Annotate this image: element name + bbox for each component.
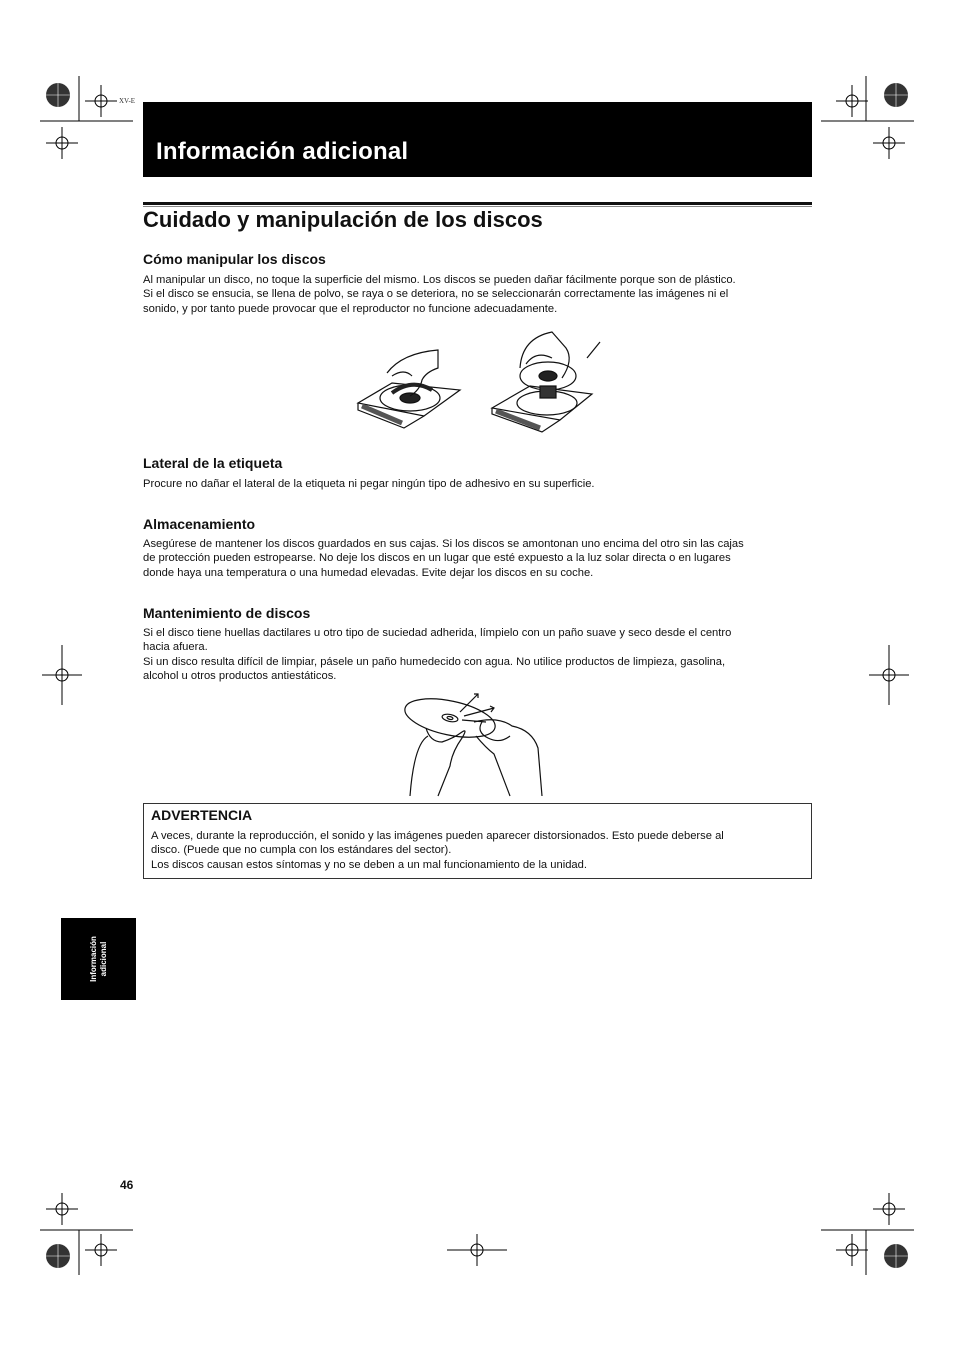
text-line: alcohol u otros productos antiestáticos. xyxy=(143,670,337,683)
text-line: donde haya una temperatura o una humedad elevadas. Evite dejar los discos en su coche. xyxy=(143,566,594,579)
document-code: XV-E xyxy=(119,97,136,105)
text-line: sonido, y por tanto puede provocar que el reproductor no funcione adecuadamente. xyxy=(143,302,558,315)
text-line: de protección pueden estropearse. No deje los discos en un lugar que esté expuesto a la luz solar directa o en lugares xyxy=(143,552,731,565)
warning-box xyxy=(143,803,812,879)
text-line: Los discos causan estos síntomas y no se deben a un mal funcionamiento de la unidad. xyxy=(151,858,587,871)
text-line: Si el disco se ensucia, se llena de polvo, se raya o se deteriora, no se seleccionarán correctamente las imágenes ni el xyxy=(143,288,729,301)
side-tab-line: Información xyxy=(88,936,98,982)
text-line: Si el disco tiene huellas dactilares u otro tipo de suciedad adherida, límpielo con un paño suave y seco desde el centro xyxy=(143,627,732,639)
header-band xyxy=(143,102,812,177)
side-tab-label xyxy=(89,936,109,982)
paragraph-maintenance xyxy=(143,626,813,684)
warning-title: ADVERTENCIA xyxy=(151,807,253,823)
disc-cleaning-illustration xyxy=(402,688,552,798)
heading-handling: Cómo manipular los discos xyxy=(143,251,326,267)
heading-storage: Almacenamiento xyxy=(143,516,256,532)
paragraph-handling xyxy=(143,273,813,316)
text-line: Si un disco resulta difícil de limpiar, pásele un paño humedecido con agua. No utilice productos de limpieza, gasolina, xyxy=(143,655,726,668)
text-line: Al manipular un disco, no toque la superficie del mismo. Los discos se pueden dañar fácilmente porque son de plástico. xyxy=(143,274,736,286)
side-tab-line: adicional xyxy=(98,941,108,977)
text-line: Asegúrese de mantener los discos guardados en sus cajas. Si los discos se amontonan uno encima del otro sin las cajas xyxy=(143,538,744,550)
side-tab xyxy=(61,918,136,1000)
text-line: hacia afuera. xyxy=(143,641,208,654)
section-rule xyxy=(143,202,812,205)
section-title: Cuidado y manipulación de los discos xyxy=(143,207,543,232)
disc-handling-illustration xyxy=(352,328,612,438)
heading-label-side: Lateral de la etiqueta xyxy=(143,455,283,471)
paragraph-storage xyxy=(143,537,813,580)
text-line: A veces, durante la reproducción, el sonido y las imágenes pueden aparecer distorsionados. Esto puede deberse al xyxy=(151,830,724,842)
heading-maintenance: Mantenimiento de discos xyxy=(143,605,311,621)
text-line: disco. (Puede que no cumpla con los estándares del sector). xyxy=(151,844,452,857)
header-title: Información adicional xyxy=(156,138,409,165)
warning-text xyxy=(151,829,806,872)
page-number: 46 xyxy=(120,1178,134,1192)
text-line: Procure no dañar el lateral de la etiqueta ni pegar ningún tipo de adhesivo en su superficie. xyxy=(143,478,595,490)
paragraph-label-side xyxy=(143,477,813,491)
